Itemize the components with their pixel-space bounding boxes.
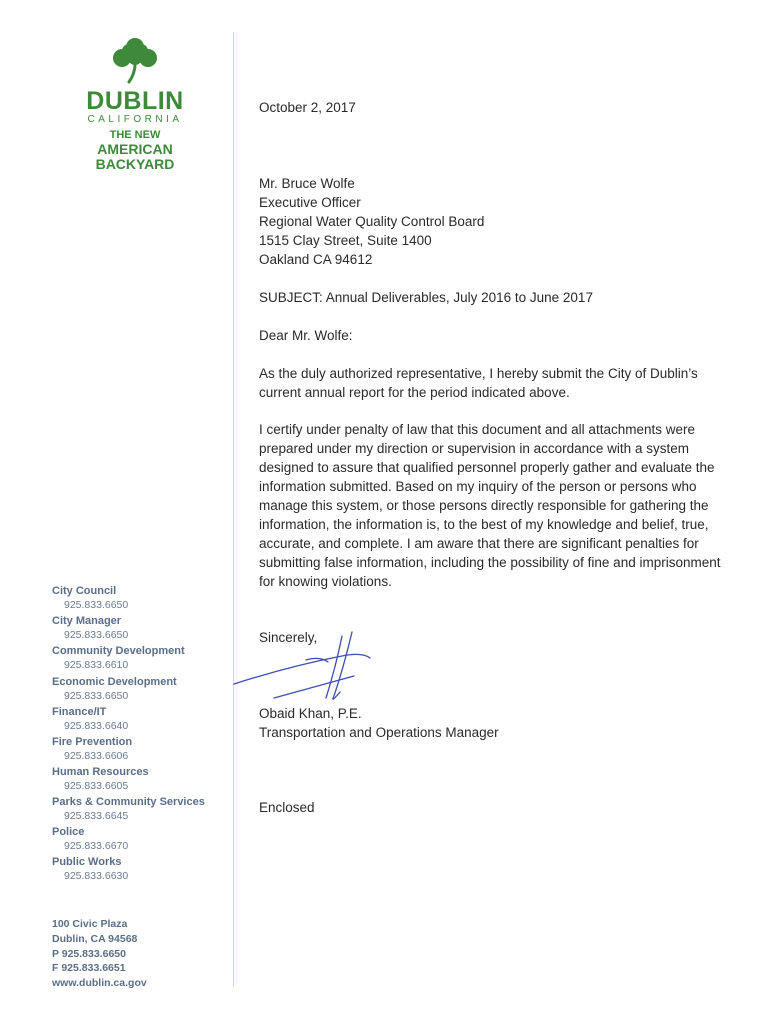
shamrock-icon	[109, 36, 161, 84]
recipient-block	[259, 174, 749, 269]
signer-title: Transportation and Operations Manager	[259, 725, 499, 740]
recipient-line: 1515 Clay Street, Suite 1400	[259, 233, 432, 248]
dept-name: Public Works	[52, 856, 122, 868]
address-street: 100 Civic Plaza	[52, 918, 128, 930]
recipient-line: Mr. Bruce Wolfe	[259, 176, 355, 191]
dept-name: Police	[52, 826, 85, 838]
address-phone: P 925.833.6650	[52, 947, 126, 960]
paragraph-line: for knowing violations.	[259, 574, 392, 589]
directory-economic-development	[52, 675, 232, 703]
letter-enclosure: Enclosed	[259, 800, 315, 815]
paragraph-1	[259, 364, 749, 402]
dept-phone: 925.833.6650	[64, 629, 129, 641]
dept-name: Parks & Community Services	[52, 796, 205, 808]
dept-phone: 925.833.6650	[64, 599, 129, 611]
paragraph-line: information, the information is, to the best of my knowledge and belief, true,	[259, 517, 709, 532]
directory-parks-community-services	[52, 795, 232, 823]
recipient-line: Regional Water Quality Control Board	[259, 214, 485, 229]
directory-community-development	[52, 644, 232, 672]
dept-phone: 925.833.6630	[64, 870, 129, 882]
paragraph-line: As the duly authorized representative, I hereby submit the City of Dublin’s	[259, 366, 698, 381]
recipient-line: Oakland CA 94612	[259, 252, 373, 267]
dept-phone: 925.833.6606	[64, 750, 129, 762]
dept-name: Community Development	[52, 645, 185, 657]
letter-date: October 2, 2017	[259, 100, 356, 115]
directory-police	[52, 825, 232, 853]
dept-phone: 925.833.6610	[64, 659, 129, 671]
paragraph-line: information submitted. Based on my inquiry of the person or persons who	[259, 479, 697, 494]
logo-dublin: DUBLIN	[86, 87, 184, 115]
directory-human-resources	[52, 765, 232, 793]
logo-tagline-1: THE NEW	[109, 129, 161, 141]
dept-name: City Manager	[52, 615, 122, 627]
dept-name: City Council	[52, 585, 117, 597]
handwritten-signature	[230, 626, 390, 706]
dept-name: Economic Development	[52, 676, 177, 688]
dept-name: Finance/IT	[52, 706, 107, 718]
directory-city-manager	[52, 614, 232, 642]
logo-tagline-2: AMERICAN	[97, 141, 173, 157]
logo-california: CALIFORNIA	[87, 114, 183, 125]
paragraph-line: accurate, and complete. I am aware that there are significant penalties for	[259, 536, 699, 551]
paragraph-line: prepared under my direction or supervision in accordance with a system	[259, 441, 689, 456]
address-website[interactable]: www.dublin.ca.gov	[52, 977, 147, 990]
paragraph-2	[259, 420, 749, 591]
signer-name: Obaid Khan, P.E.	[259, 706, 362, 721]
dept-phone: 925.833.6670	[64, 840, 129, 852]
paragraph-line: current annual report for the period indicated above.	[259, 385, 570, 400]
city-logo	[60, 36, 210, 172]
directory-finance-it	[52, 705, 232, 733]
paragraph-line: submitting false information, including the possibility of fine and imprisonment	[259, 555, 721, 570]
paragraph-line: designed to assure that qualified personnel properly gather and evaluate the	[259, 460, 715, 475]
dept-phone: 925.833.6605	[64, 780, 129, 792]
address-fax: F 925.833.6651	[52, 962, 126, 975]
dept-phone: 925.833.6640	[64, 720, 129, 732]
address-city: Dublin, CA 94568	[52, 932, 138, 945]
directory-city-council	[52, 584, 232, 612]
letter-closing: Sincerely,	[259, 630, 318, 645]
directory-public-works	[52, 855, 232, 883]
dept-name: Fire Prevention	[52, 736, 133, 748]
dept-phone: 925.833.6650	[64, 690, 129, 702]
paragraph-line: manage this system, or those persons directly responsible for gathering the	[259, 498, 709, 513]
dept-name: Human Resources	[52, 766, 149, 778]
left-column-divider	[233, 32, 234, 987]
city-address-block	[52, 917, 232, 991]
letter-subject: SUBJECT: Annual Deliverables, July 2016 to June 2017	[259, 290, 593, 305]
directory-fire-prevention	[52, 735, 232, 763]
logo-tagline-3: BACKYARD	[95, 156, 175, 172]
letter-salutation: Dear Mr. Wolfe:	[259, 328, 353, 343]
recipient-line: Executive Officer	[259, 195, 361, 210]
paragraph-line: I certify under penalty of law that this document and all attachments were	[259, 422, 695, 437]
dept-phone: 925.833.6645	[64, 810, 129, 822]
